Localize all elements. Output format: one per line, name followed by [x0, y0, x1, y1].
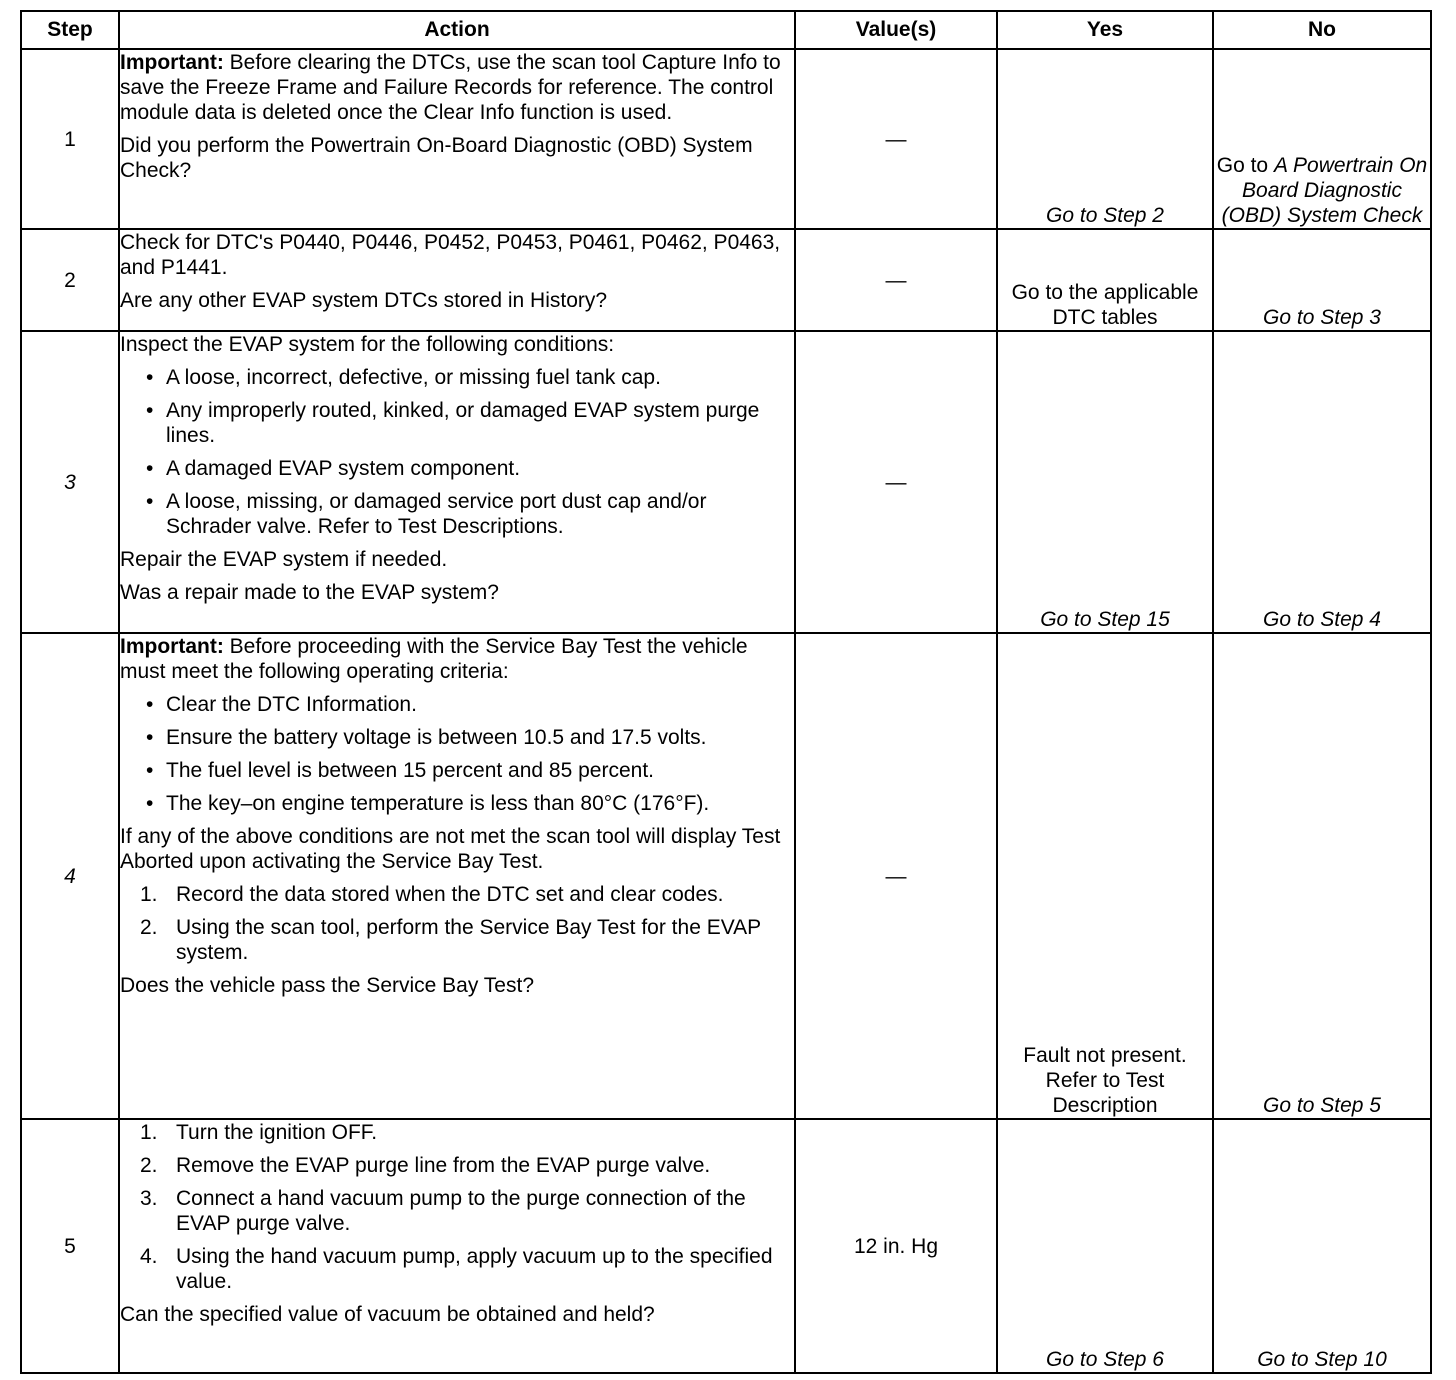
- table-row: [21, 331, 1431, 633]
- action-paragraph: [120, 50, 794, 125]
- no-cell: [1213, 49, 1431, 229]
- table-row: [21, 229, 1431, 331]
- action-question: Are any other EVAP system DTCs stored in History?: [120, 289, 608, 312]
- list-item: • Any improperly routed, kinked, or damaged EVAP system purge lines.: [146, 399, 760, 447]
- action-paragraph: Inspect the EVAP system for the following conditions:: [120, 333, 615, 356]
- value-text: —: [885, 268, 907, 292]
- yes-cell: Go to Step 2: [997, 49, 1213, 229]
- action-cell: [119, 331, 795, 633]
- important-text: Before clearing the DTCs, use the scan tool Capture Info to save the Freeze Frame and Failure Records for reference. The control module data is deleted once the Clear Info function is used.: [120, 51, 781, 124]
- list-item: 1. Record the data stored when the DTC set and clear codes.: [140, 883, 724, 906]
- no-prefix: Go to: [1216, 154, 1274, 177]
- step-number: 5: [21, 1119, 119, 1373]
- list-item: 2. Using the scan tool, perform the Service Bay Test for the EVAP system.: [140, 916, 761, 964]
- no-cell: Go to Step 5: [1213, 633, 1431, 1119]
- no-cell: Go to Step 10: [1213, 1119, 1431, 1373]
- value-text: —: [885, 127, 907, 151]
- action-paragraph: If any of the above conditions are not met the scan tool will display Test Aborted upon activating the Service Bay Test.: [120, 825, 781, 873]
- value-text: —: [885, 864, 907, 888]
- action-cell: [119, 49, 795, 229]
- action-paragraph: Check for DTC's P0440, P0446, P0452, P0453, P0461, P0462, P0463, and P1441.: [120, 231, 781, 279]
- header-step: Step: [21, 11, 119, 49]
- bullet-icon: •: [146, 726, 154, 749]
- no-link-text: A Powertrain On Board Diagnostic (OBD) System Check: [1221, 154, 1428, 227]
- important-text: Before proceeding with the Service Bay Test the vehicle must meet the following operating criteria:: [120, 635, 748, 683]
- header-action: Action: [119, 11, 795, 49]
- bullet-icon: •: [146, 399, 154, 422]
- action-question: Does the vehicle pass the Service Bay Test?: [120, 974, 535, 997]
- action-question: Did you perform the Powertrain On-Board Diagnostic (OBD) System Check?: [120, 134, 753, 182]
- value-cell: [795, 229, 997, 331]
- bullet-icon: •: [146, 792, 154, 815]
- procedure-list: [120, 1120, 794, 1294]
- action-question: Can the specified value of vacuum be obtained and held?: [120, 1303, 655, 1326]
- yes-cell: Go to the applicable DTC tables: [997, 229, 1213, 331]
- bullet-icon: •: [146, 759, 154, 782]
- value-text: —: [885, 470, 907, 494]
- list-item: 1. Turn the ignition OFF.: [140, 1121, 378, 1144]
- step-number: 2: [21, 229, 119, 331]
- table-row: [21, 49, 1431, 229]
- list-item: 3. Connect a hand vacuum pump to the purge connection of the EVAP purge valve.: [140, 1187, 746, 1235]
- table-row: [21, 1119, 1431, 1373]
- procedure-list: [120, 882, 794, 965]
- no-cell: Go to Step 3: [1213, 229, 1431, 331]
- header-values: Value(s): [795, 11, 997, 49]
- yes-cell: Go to Step 6: [997, 1119, 1213, 1373]
- yes-cell: Go to Step 15: [997, 331, 1213, 633]
- list-item: 4. Using the hand vacuum pump, apply vacuum up to the specified value.: [140, 1245, 773, 1293]
- header-yes: Yes: [997, 11, 1213, 49]
- header-row: [21, 11, 1431, 49]
- list-item: • A loose, missing, or damaged service port dust cap and/or Schrader valve. Refer to Test Descriptions.: [146, 490, 707, 538]
- list-item: 2. Remove the EVAP purge line from the EVAP purge valve.: [140, 1154, 711, 1177]
- list-item: • A loose, incorrect, defective, or missing fuel tank cap.: [146, 366, 661, 389]
- value-cell: [795, 633, 997, 1119]
- bullet-icon: •: [146, 457, 154, 480]
- value-cell: [795, 331, 997, 633]
- action-paragraph: [120, 634, 794, 684]
- table-row: [21, 633, 1431, 1119]
- diagnostic-table: [20, 10, 1432, 1374]
- list-item: • The key–on engine temperature is less than 80°C (176°F).: [146, 792, 710, 815]
- criteria-list: [120, 692, 794, 816]
- bullet-icon: •: [146, 490, 154, 513]
- action-cell: [119, 633, 795, 1119]
- action-cell: [119, 1119, 795, 1373]
- yes-cell: Fault not present. Refer to Test Description: [997, 633, 1213, 1119]
- list-item: • The fuel level is between 15 percent and 85 percent.: [146, 759, 654, 782]
- step-number: 3: [21, 331, 119, 633]
- bullet-icon: •: [146, 366, 154, 389]
- condition-list: [120, 365, 794, 539]
- step-number: 4: [21, 633, 119, 1119]
- value-text: 12 in. Hg: [853, 1234, 939, 1258]
- value-cell: [795, 49, 997, 229]
- list-item: • Clear the DTC Information.: [146, 693, 417, 716]
- list-item: • A damaged EVAP system component.: [146, 457, 521, 480]
- list-item: • Ensure the battery voltage is between 10.5 and 17.5 volts.: [146, 726, 707, 749]
- action-cell: [119, 229, 795, 331]
- no-cell: Go to Step 4: [1213, 331, 1431, 633]
- important-label: Important:: [120, 635, 224, 658]
- important-label: Important:: [120, 51, 224, 74]
- header-no: No: [1213, 11, 1431, 49]
- bullet-icon: •: [146, 693, 154, 716]
- step-number: 1: [21, 49, 119, 229]
- value-cell: [795, 1119, 997, 1373]
- action-paragraph: Repair the EVAP system if needed.: [120, 548, 448, 571]
- action-question: Was a repair made to the EVAP system?: [120, 581, 499, 604]
